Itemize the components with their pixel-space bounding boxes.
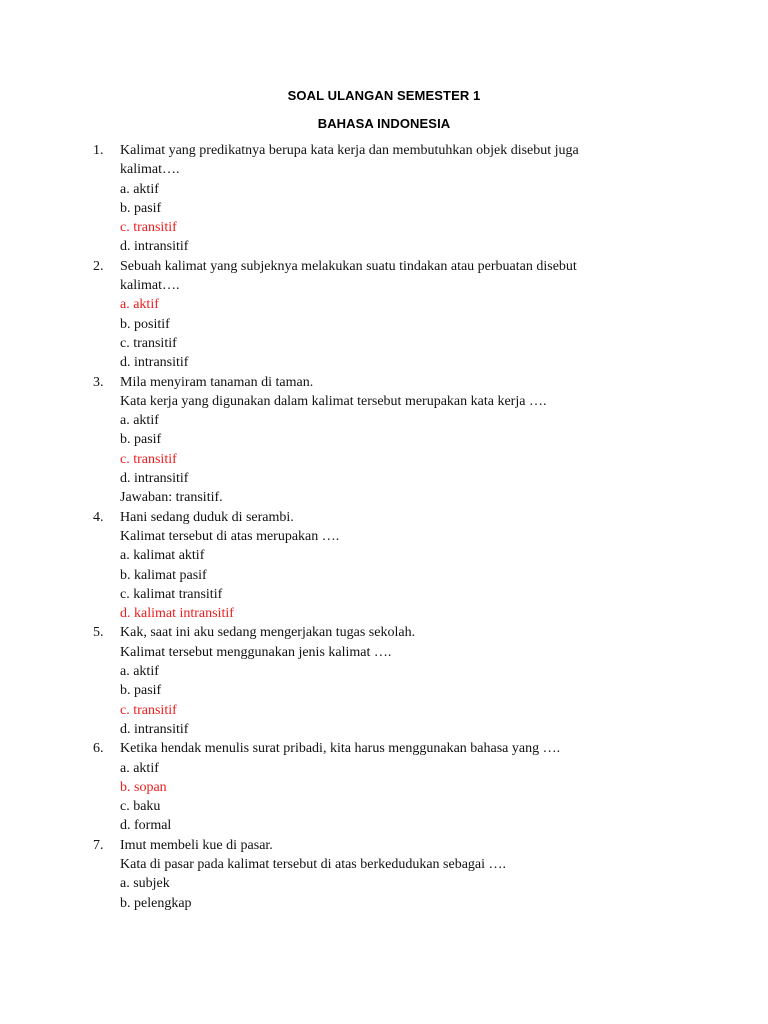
question-line-continued (0, 276, 768, 295)
question-line-continued (0, 855, 768, 874)
question-line-continued (0, 160, 768, 179)
answer-option-row (0, 585, 768, 604)
question-text: Ketika hendak menulis surat pribadi, kita harus menggunakan bahasa yang …. (120, 741, 561, 757)
answer-option-row (0, 894, 768, 913)
answer-option-row (0, 199, 768, 218)
question-line (0, 141, 768, 160)
question-line-continued (0, 643, 768, 662)
answer-option-row (0, 315, 768, 334)
answer-option: b. kalimat pasif (120, 567, 207, 583)
answer-option: a. aktif (120, 413, 159, 429)
answer-option-row (0, 701, 768, 720)
correct-answer-option: d. kalimat intransitif (120, 606, 234, 622)
answer-option: c. baku (120, 799, 161, 815)
question-item (0, 257, 768, 373)
question-item (0, 373, 768, 508)
answer-option: b. positif (120, 316, 170, 332)
document-title: SOAL ULANGAN SEMESTER 1 (287, 88, 481, 103)
answer-option-row (0, 720, 768, 739)
answer-option: d. formal (120, 818, 172, 834)
correct-answer-option: c. transitif (120, 702, 177, 718)
answer-option-row (0, 450, 768, 469)
question-text: Kalimat tersebut di atas merupakan …. (120, 528, 340, 544)
answer-option-row (0, 546, 768, 565)
question-number: 7. (93, 837, 104, 853)
question-number: 2. (93, 258, 104, 274)
correct-answer-option: c. transitif (120, 220, 177, 236)
question-item (0, 836, 768, 913)
answer-note: Jawaban: transitif. (120, 490, 223, 506)
answer-option: d. intransitif (120, 721, 189, 737)
question-list (0, 141, 768, 913)
answer-option-row (0, 662, 768, 681)
answer-option-row (0, 295, 768, 314)
answer-option: a. kalimat aktif (120, 548, 205, 564)
answer-option: c. kalimat transitif (120, 586, 223, 602)
answer-option-row (0, 334, 768, 353)
question-text: kalimat…. (120, 278, 180, 294)
answer-option-row (0, 566, 768, 585)
correct-answer-option: c. transitif (120, 451, 177, 467)
answer-note-row (0, 488, 768, 507)
question-text: Hani sedang duduk di serambi. (120, 509, 294, 525)
question-line (0, 508, 768, 527)
answer-option: a. aktif (120, 760, 159, 776)
question-line (0, 257, 768, 276)
question-item (0, 623, 768, 739)
answer-option-row (0, 430, 768, 449)
question-number: 1. (93, 143, 104, 158)
answer-option: d. intransitif (120, 471, 189, 487)
question-text: Imut membeli kue di pasar. (120, 837, 273, 853)
question-text: Kak, saat ini aku sedang mengerjakan tugas sekolah. (120, 625, 416, 641)
question-text: Kalimat yang predikatnya berupa kata kerja dan membutuhkan objek disebut juga (120, 143, 579, 158)
question-number: 5. (93, 625, 104, 641)
answer-option: d. intransitif (120, 239, 189, 255)
correct-answer-option: b. sopan (120, 779, 167, 795)
answer-option-row (0, 218, 768, 237)
question-text: Mila menyiram tanaman di taman. (120, 374, 314, 390)
question-item (0, 739, 768, 835)
correct-answer-option: a. aktif (120, 297, 159, 313)
answer-option-row (0, 874, 768, 893)
answer-option-row (0, 681, 768, 700)
answer-option-row (0, 469, 768, 488)
question-item (0, 508, 768, 624)
answer-option-row (0, 180, 768, 199)
question-number: 3. (93, 374, 104, 390)
answer-option-row (0, 411, 768, 430)
question-line (0, 623, 768, 642)
question-line (0, 836, 768, 855)
answer-option: d. intransitif (120, 355, 189, 371)
answer-option-row (0, 237, 768, 256)
question-text: Kata di pasar pada kalimat tersebut di atas berkedudukan sebagai …. (120, 856, 507, 872)
question-text: kalimat…. (120, 162, 180, 178)
answer-option: a. aktif (120, 664, 159, 680)
question-number: 4. (93, 509, 104, 525)
answer-option: b. pelengkap (120, 895, 192, 911)
answer-option: b. pasif (120, 432, 162, 448)
question-text: Kalimat tersebut menggunakan jenis kalimat …. (120, 644, 392, 660)
question-number: 6. (93, 741, 104, 757)
answer-option: a. subjek (120, 876, 170, 892)
document-subtitle: BAHASA INDONESIA (317, 116, 451, 131)
answer-option-row (0, 604, 768, 623)
question-line (0, 373, 768, 392)
answer-option: c. transitif (120, 335, 177, 351)
question-item (0, 141, 768, 257)
answer-option: a. aktif (120, 181, 159, 197)
question-line-continued (0, 527, 768, 546)
question-line-continued (0, 392, 768, 411)
question-text: Sebuah kalimat yang subjeknya melakukan suatu tindakan atau perbuatan disebut (120, 258, 577, 274)
answer-option-row (0, 797, 768, 816)
question-line (0, 739, 768, 758)
answer-option-row (0, 778, 768, 797)
answer-option: b. pasif (120, 683, 162, 699)
answer-option-row (0, 759, 768, 778)
answer-option-row (0, 353, 768, 372)
question-text: Kata kerja yang digunakan dalam kalimat tersebut merupakan kata kerja …. (120, 393, 547, 409)
answer-option: b. pasif (120, 200, 162, 216)
answer-option-row (0, 816, 768, 835)
